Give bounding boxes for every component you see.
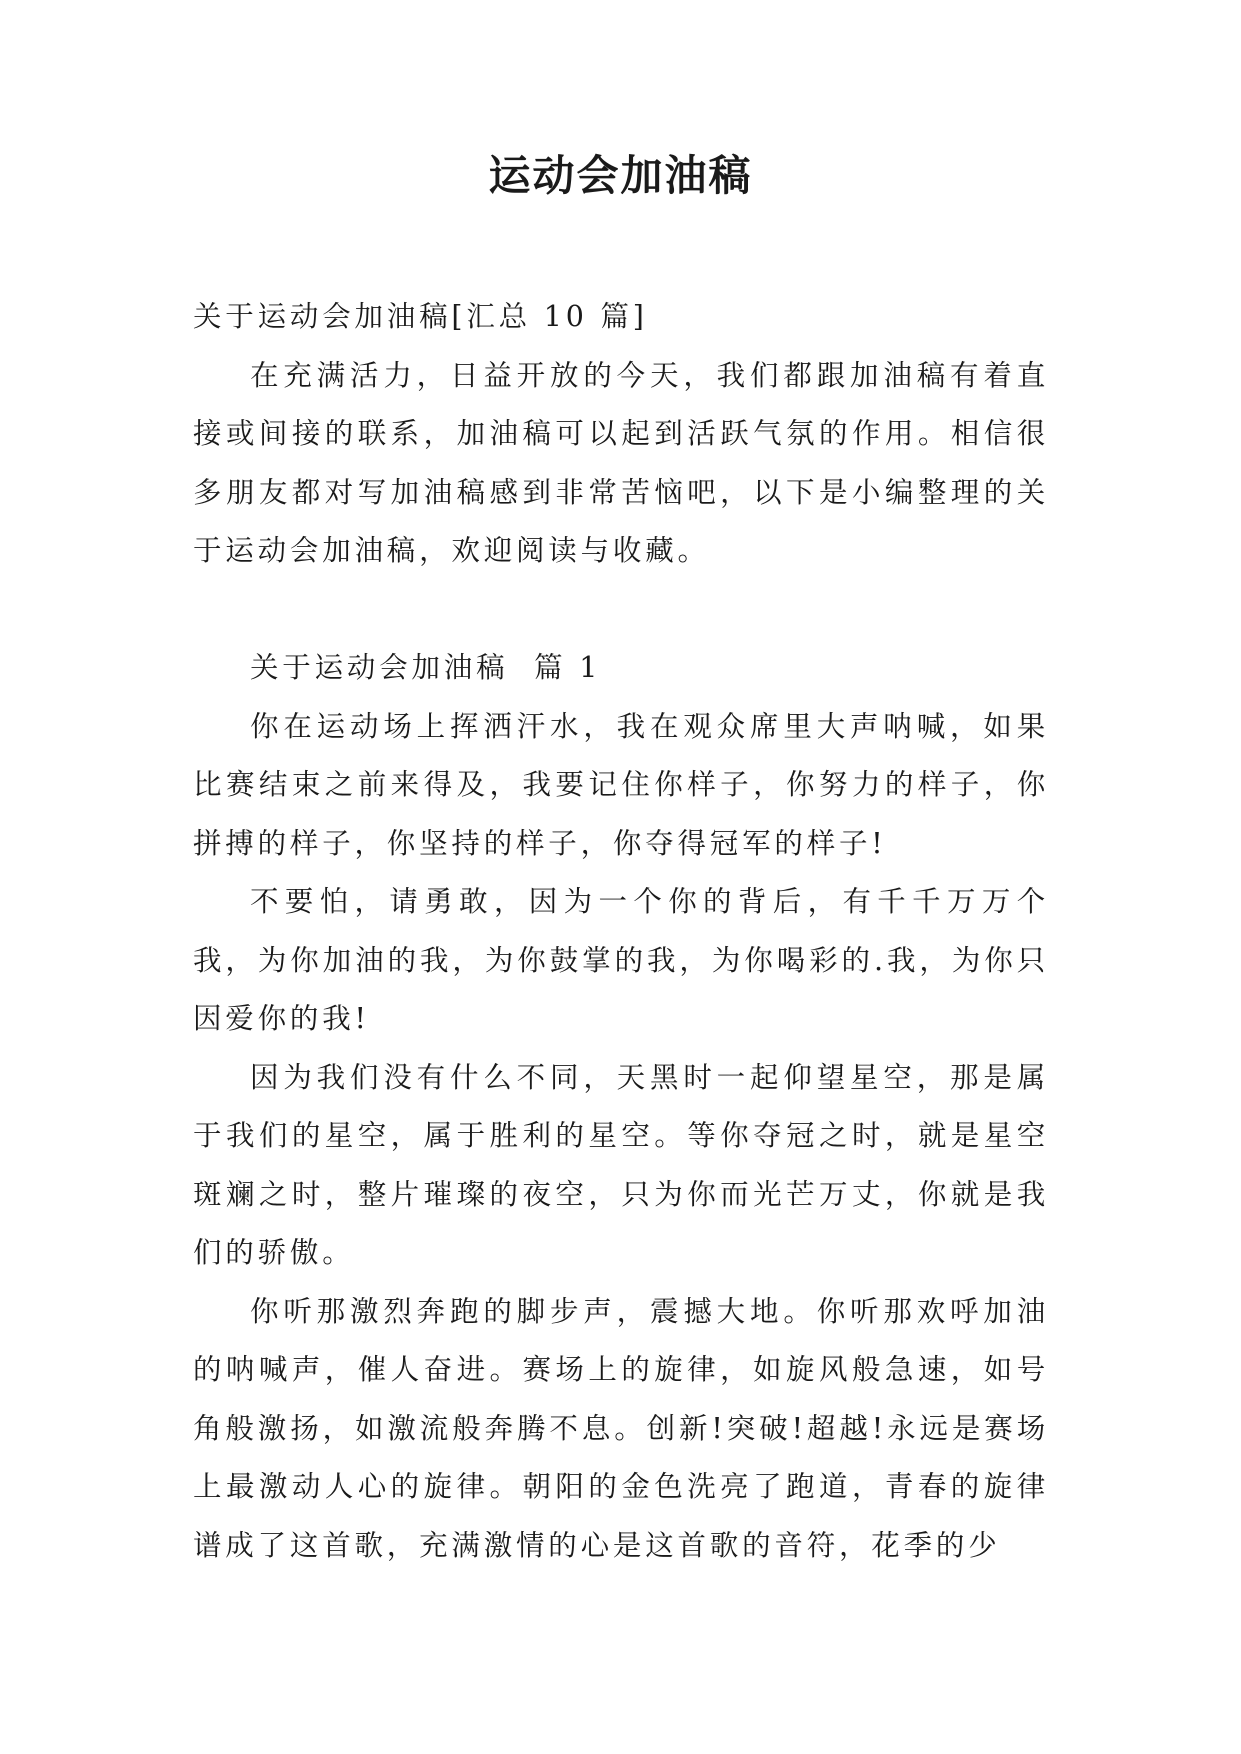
body-paragraph: 你在运动场上挥洒汗水，我在观众席里大声呐喊，如果比赛结束之前来得及，我要记住你样子，你努力的样子，你拼搏的样子，你坚持的样子，你夺得冠军的样子! (193, 709, 1049, 860)
intro-paragraph: 在充满活力，日益开放的今天，我们都跟加油稿有着直接或间接的联系，加油稿可以起到活跃气氛的作用。相信很多朋友都对写加油稿感到非常苦恼吧，以下是小编整理的关于运动会加油稿，欢迎阅读与收藏。 (193, 358, 1049, 567)
document-title: 运动会加油稿 (488, 151, 753, 200)
document-subtitle: 关于运动会加油稿[汇总 10 篇] (193, 300, 648, 333)
body-paragraph: 你听那激烈奔跑的脚步声，震撼大地。你听那欢呼加油的呐喊声，催人奋进。赛场上的旋律，如旋风般急速，如号角般激扬，如激流般奔腾不息。创新!突破!超越!永远是赛场上最激动人心的旋律。朝阳的金色洗亮了跑道，青春的旋律谱成了这首歌，充满激情的心是这首歌的音符，花季的少 (193, 1294, 1049, 1562)
body-paragraph: 因为我们没有什么不同，天黑时一起仰望星空，那是属于我们的星空，属于胜利的星空。等你夺冠之时，就是星空斑斓之时，整片璀璨的夜空，只为你而光芒万丈，你就是我们的骄傲。 (193, 1060, 1049, 1269)
section-heading: 关于运动会加油稿 篇 1 (250, 651, 602, 684)
document-body (193, 288, 1049, 1575)
body-paragraph: 不要怕，请勇敢，因为一个你的背后，有千千万万个我，为你加油的我，为你鼓掌的我，为你喝彩的.我，为你只因爱你的我! (193, 885, 1049, 1035)
section-spacer (193, 581, 1049, 640)
